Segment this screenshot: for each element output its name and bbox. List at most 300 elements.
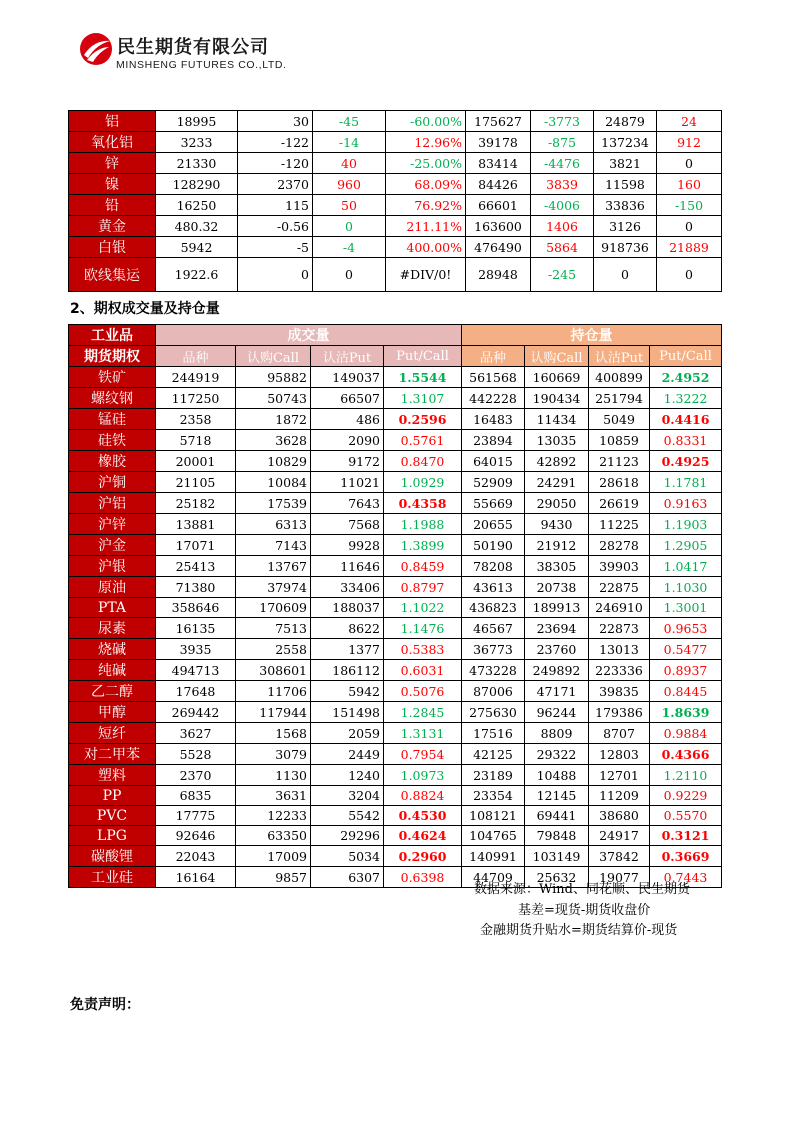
variety-name: 黄金 <box>69 216 156 237</box>
table-cell: 211.11% <box>386 216 466 237</box>
table-cell: 7568 <box>311 514 384 535</box>
put-call-ratio: 1.3899 <box>384 535 462 556</box>
table-cell: 186112 <box>311 660 384 681</box>
table-cell: 6307 <box>311 867 384 888</box>
table-cell: 23694 <box>525 618 589 639</box>
table-cell: 140991 <box>462 846 525 867</box>
note-premium: 金融期货升贴水=期货结算价-现货 <box>480 923 678 938</box>
put-call-ratio: 1.5544 <box>384 367 462 388</box>
header-category: 工业品 <box>69 325 156 346</box>
column-header: 认沽Put <box>589 346 650 367</box>
table-cell: 2449 <box>311 744 384 765</box>
table-row <box>69 702 722 723</box>
table-cell: 83414 <box>466 153 531 174</box>
table-cell: 28278 <box>589 535 650 556</box>
table-cell: 24291 <box>525 472 589 493</box>
variety-name: 白银 <box>69 237 156 258</box>
table-cell: 473228 <box>462 660 525 681</box>
table-row <box>69 846 722 867</box>
table-cell: 29050 <box>525 493 589 514</box>
variety-name: 镍 <box>69 174 156 195</box>
table-cell: 6313 <box>236 514 311 535</box>
table-cell: 10859 <box>589 430 650 451</box>
table-cell: 22043 <box>156 846 236 867</box>
table-cell: 24917 <box>589 826 650 846</box>
header-category-sub: 期货期权 <box>69 346 156 367</box>
variety-name: PP <box>69 786 156 806</box>
table-cell: 17648 <box>156 681 236 702</box>
table-cell: 436823 <box>462 598 525 618</box>
table-cell: 9928 <box>311 535 384 556</box>
table-cell: 151498 <box>311 702 384 723</box>
put-call-ratio: 1.1476 <box>384 618 462 639</box>
table-cell: 76.92% <box>386 195 466 216</box>
variety-name: 橡胶 <box>69 451 156 472</box>
put-call-ratio: 0.9653 <box>650 618 722 639</box>
table-row <box>69 618 722 639</box>
variety-name: 工业硅 <box>69 867 156 888</box>
table-cell: 190434 <box>525 388 589 409</box>
table-row <box>69 258 722 292</box>
column-header: Put/Call <box>650 346 722 367</box>
note-source: 数据来源：Wind、同花顺、民生期货 <box>474 882 690 897</box>
table-cell: 480.32 <box>156 216 238 237</box>
put-call-ratio: 0.5570 <box>650 806 722 826</box>
put-call-ratio: 0.5477 <box>650 639 722 660</box>
table-cell: 918736 <box>594 237 657 258</box>
table-cell: 21123 <box>589 451 650 472</box>
put-call-ratio: 1.0417 <box>650 556 722 577</box>
table-cell: 39178 <box>466 132 531 153</box>
table-cell: 38680 <box>589 806 650 826</box>
variety-name: PVC <box>69 806 156 826</box>
put-call-ratio: 0.6398 <box>384 867 462 888</box>
source-notes <box>460 880 720 942</box>
put-call-ratio: 0.8824 <box>384 786 462 806</box>
table-cell: 5942 <box>156 237 238 258</box>
variety-name: 塑料 <box>69 765 156 786</box>
table-cell: 25632 <box>525 867 589 888</box>
table-row <box>69 639 722 660</box>
put-call-ratio: 1.0929 <box>384 472 462 493</box>
table-cell: 251794 <box>589 388 650 409</box>
table-cell: 25413 <box>156 556 236 577</box>
table-row <box>69 723 722 744</box>
put-call-ratio: 0.8937 <box>650 660 722 681</box>
table-row <box>69 660 722 681</box>
table-cell: 486 <box>311 409 384 430</box>
put-call-ratio: 0.4416 <box>650 409 722 430</box>
table-cell: 28948 <box>466 258 531 292</box>
table-row <box>69 195 722 216</box>
table-cell: -4 <box>313 237 386 258</box>
table-cell: 0 <box>313 258 386 292</box>
table-cell: 30 <box>238 111 313 132</box>
put-call-ratio: 0.5761 <box>384 430 462 451</box>
table-cell: 18995 <box>156 111 238 132</box>
table-cell: 17071 <box>156 535 236 556</box>
table-row <box>69 786 722 806</box>
variety-name: 沪铝 <box>69 493 156 514</box>
put-call-ratio: 1.3001 <box>650 598 722 618</box>
put-call-ratio: 1.1988 <box>384 514 462 535</box>
company-logo-icon <box>79 32 113 66</box>
variety-name: 烧碱 <box>69 639 156 660</box>
table-cell: 115 <box>238 195 313 216</box>
table-cell: 128290 <box>156 174 238 195</box>
table-cell: 12803 <box>589 744 650 765</box>
disclaimer-title: 免责声明： <box>70 997 140 1013</box>
put-call-ratio: 1.2845 <box>384 702 462 723</box>
table-cell: 3628 <box>236 430 311 451</box>
table-cell: 11706 <box>236 681 311 702</box>
table-cell: 36773 <box>462 639 525 660</box>
table-cell: 23189 <box>462 765 525 786</box>
table-cell: 1568 <box>236 723 311 744</box>
variety-name: 沪银 <box>69 556 156 577</box>
table-cell: 17516 <box>462 723 525 744</box>
table-cell: 11021 <box>311 472 384 493</box>
table-row <box>69 216 722 237</box>
table-cell: 10084 <box>236 472 311 493</box>
table-cell: 494713 <box>156 660 236 681</box>
table-cell: 3233 <box>156 132 238 153</box>
table-cell: 79848 <box>525 826 589 846</box>
table-cell: 9857 <box>236 867 311 888</box>
variety-name: 锌 <box>69 153 156 174</box>
table-cell: 2370 <box>156 765 236 786</box>
table-cell: 912 <box>657 132 722 153</box>
table-cell: 9430 <box>525 514 589 535</box>
table-cell: 11598 <box>594 174 657 195</box>
options-table <box>68 324 722 888</box>
table-cell: 37842 <box>589 846 650 867</box>
table-cell: 3079 <box>236 744 311 765</box>
table-row <box>69 535 722 556</box>
table-cell: -25.00% <box>386 153 466 174</box>
table-cell: 269442 <box>156 702 236 723</box>
table-cell: 12145 <box>525 786 589 806</box>
table-cell: 5942 <box>311 681 384 702</box>
table-cell: 12233 <box>236 806 311 826</box>
put-call-ratio: 0.4624 <box>384 826 462 846</box>
table-cell: 23760 <box>525 639 589 660</box>
table-cell: 149037 <box>311 367 384 388</box>
table-cell: 5528 <box>156 744 236 765</box>
table-cell: 39903 <box>589 556 650 577</box>
table-cell: 66507 <box>311 388 384 409</box>
header-volume: 成交量 <box>156 325 462 346</box>
table-cell: 39835 <box>589 681 650 702</box>
table-cell: 37974 <box>236 577 311 598</box>
table-cell: 1406 <box>531 216 594 237</box>
table-cell: 223336 <box>589 660 650 681</box>
put-call-ratio: 0.7954 <box>384 744 462 765</box>
table-cell: 19077 <box>589 867 650 888</box>
table-cell: -5 <box>238 237 313 258</box>
table-cell: 244919 <box>156 367 236 388</box>
table-cell: 10488 <box>525 765 589 786</box>
column-header: 认购Call <box>236 346 311 367</box>
table-cell: 21105 <box>156 472 236 493</box>
put-call-ratio: 1.1022 <box>384 598 462 618</box>
table-cell: 249892 <box>525 660 589 681</box>
column-header: 认沽Put <box>311 346 384 367</box>
table-cell: 29322 <box>525 744 589 765</box>
variety-name: 甲醇 <box>69 702 156 723</box>
put-call-ratio: 1.8639 <box>650 702 722 723</box>
table-cell: 25182 <box>156 493 236 514</box>
variety-name: LPG <box>69 826 156 846</box>
table-cell: 5542 <box>311 806 384 826</box>
table-row <box>69 388 722 409</box>
variety-name: 碳酸锂 <box>69 846 156 867</box>
table-cell: 21912 <box>525 535 589 556</box>
table-cell: 52909 <box>462 472 525 493</box>
table-cell: 66601 <box>466 195 531 216</box>
table-cell: 104765 <box>462 826 525 846</box>
table-cell: 308601 <box>236 660 311 681</box>
table-cell: 43613 <box>462 577 525 598</box>
table-cell: 1240 <box>311 765 384 786</box>
put-call-ratio: 0.8459 <box>384 556 462 577</box>
table-cell: -122 <box>238 132 313 153</box>
put-call-ratio: 1.3131 <box>384 723 462 744</box>
table-cell: 188037 <box>311 598 384 618</box>
futures-table <box>68 110 722 292</box>
table-cell: 11209 <box>589 786 650 806</box>
table-cell: 400899 <box>589 367 650 388</box>
company-name-en: MINSHENG FUTURES CO.,LTD. <box>116 59 287 71</box>
column-header: 品种 <box>462 346 525 367</box>
table-cell: 95882 <box>236 367 311 388</box>
table-row <box>69 430 722 451</box>
table-cell: 0 <box>594 258 657 292</box>
table-cell: 12.96% <box>386 132 466 153</box>
put-call-ratio: 0.2596 <box>384 409 462 430</box>
table-cell: 2370 <box>238 174 313 195</box>
table-cell: 40 <box>313 153 386 174</box>
variety-name: 铅 <box>69 195 156 216</box>
table-row <box>69 556 722 577</box>
variety-name: 乙二醇 <box>69 681 156 702</box>
table-row <box>69 111 722 132</box>
table-row <box>69 409 722 430</box>
put-call-ratio: 1.2905 <box>650 535 722 556</box>
table-cell: 7513 <box>236 618 311 639</box>
put-call-ratio: 0.5383 <box>384 639 462 660</box>
table-cell: 476490 <box>466 237 531 258</box>
table-cell: 8809 <box>525 723 589 744</box>
table-cell: 1922.6 <box>156 258 238 292</box>
table-cell: 2059 <box>311 723 384 744</box>
table-cell: 22873 <box>589 618 650 639</box>
table-cell: 21889 <box>657 237 722 258</box>
table-cell: 20001 <box>156 451 236 472</box>
table-cell: 108121 <box>462 806 525 826</box>
table-cell: -4006 <box>531 195 594 216</box>
table-cell: -45 <box>313 111 386 132</box>
put-call-ratio: 0.8331 <box>650 430 722 451</box>
table-cell: 38305 <box>525 556 589 577</box>
table-cell: 0 <box>313 216 386 237</box>
table-cell: 16250 <box>156 195 238 216</box>
table-cell: 78208 <box>462 556 525 577</box>
table-cell: 0 <box>657 216 722 237</box>
table-cell: 400.00% <box>386 237 466 258</box>
subheader-row <box>69 346 722 367</box>
variety-name: 铝 <box>69 111 156 132</box>
table-cell: 26619 <box>589 493 650 514</box>
table-cell: 175627 <box>466 111 531 132</box>
table-row <box>69 598 722 618</box>
table-cell: 47171 <box>525 681 589 702</box>
table-cell: 1872 <box>236 409 311 430</box>
table-cell: 44709 <box>462 867 525 888</box>
table-row <box>69 744 722 765</box>
table-cell: 28618 <box>589 472 650 493</box>
put-call-ratio: 1.3222 <box>650 388 722 409</box>
put-call-ratio: 1.1030 <box>650 577 722 598</box>
table-cell: 92646 <box>156 826 236 846</box>
variety-name: 氧化铝 <box>69 132 156 153</box>
variety-name: 欧线集运 <box>69 258 156 292</box>
table-cell: 561568 <box>462 367 525 388</box>
table-cell: 5718 <box>156 430 236 451</box>
put-call-ratio: 0.4366 <box>650 744 722 765</box>
table-cell: 2558 <box>236 639 311 660</box>
table-cell: 13035 <box>525 430 589 451</box>
put-call-ratio: 1.1903 <box>650 514 722 535</box>
table-cell: 9172 <box>311 451 384 472</box>
table-row <box>69 826 722 846</box>
table-cell: 13767 <box>236 556 311 577</box>
table-cell: 117250 <box>156 388 236 409</box>
table-cell: -14 <box>313 132 386 153</box>
table-cell: 160669 <box>525 367 589 388</box>
table-row <box>69 765 722 786</box>
table-cell: 163600 <box>466 216 531 237</box>
put-call-ratio: 1.2110 <box>650 765 722 786</box>
table-row <box>69 153 722 174</box>
variety-name: 原油 <box>69 577 156 598</box>
table-row <box>69 367 722 388</box>
table-cell: 3631 <box>236 786 311 806</box>
table-cell: 179386 <box>589 702 650 723</box>
table-cell: 96244 <box>525 702 589 723</box>
table-cell: 12701 <box>589 765 650 786</box>
put-call-ratio: 0.4925 <box>650 451 722 472</box>
table-cell: 22875 <box>589 577 650 598</box>
table-row <box>69 681 722 702</box>
table-cell: 275630 <box>462 702 525 723</box>
put-call-ratio: 0.3121 <box>650 826 722 846</box>
table-cell: 46567 <box>462 618 525 639</box>
table-cell: 11646 <box>311 556 384 577</box>
put-call-ratio: 0.9884 <box>650 723 722 744</box>
header-open-interest: 持仓量 <box>462 325 722 346</box>
column-header: Put/Call <box>384 346 462 367</box>
table-row <box>69 577 722 598</box>
put-call-ratio: 1.0973 <box>384 765 462 786</box>
table-cell: 29296 <box>311 826 384 846</box>
table-cell: 10829 <box>236 451 311 472</box>
table-cell: 7143 <box>236 535 311 556</box>
table-cell: 5864 <box>531 237 594 258</box>
table-row <box>69 806 722 826</box>
table-cell: 71380 <box>156 577 236 598</box>
table-cell: 17775 <box>156 806 236 826</box>
put-call-ratio: 2.4952 <box>650 367 722 388</box>
table-cell: 137234 <box>594 132 657 153</box>
table-cell: 0 <box>657 258 722 292</box>
table-cell: 1377 <box>311 639 384 660</box>
column-header: 认购Call <box>525 346 589 367</box>
table-cell: 23894 <box>462 430 525 451</box>
header-row <box>69 325 722 346</box>
table-cell: 13013 <box>589 639 650 660</box>
table-cell: 69441 <box>525 806 589 826</box>
put-call-ratio: 0.5076 <box>384 681 462 702</box>
table-cell: 24 <box>657 111 722 132</box>
table-cell: -60.00% <box>386 111 466 132</box>
variety-name: 沪铜 <box>69 472 156 493</box>
table-cell: -120 <box>238 153 313 174</box>
variety-name: 短纤 <box>69 723 156 744</box>
put-call-ratio: 1.1781 <box>650 472 722 493</box>
table-cell: 11434 <box>525 409 589 430</box>
table-cell: -0.56 <box>238 216 313 237</box>
table-cell: 6835 <box>156 786 236 806</box>
table-cell: 42892 <box>525 451 589 472</box>
variety-name: 铁矿 <box>69 367 156 388</box>
table-cell: 2090 <box>311 430 384 451</box>
variety-name: 沪锌 <box>69 514 156 535</box>
table-cell: 3839 <box>531 174 594 195</box>
table-cell: 20655 <box>462 514 525 535</box>
table-cell: -4476 <box>531 153 594 174</box>
table-cell: 189913 <box>525 598 589 618</box>
put-call-ratio: 0.3669 <box>650 846 722 867</box>
put-call-ratio: 0.8797 <box>384 577 462 598</box>
table-cell: 21330 <box>156 153 238 174</box>
table-cell: 442228 <box>462 388 525 409</box>
table-cell: 16135 <box>156 618 236 639</box>
table-cell: 7643 <box>311 493 384 514</box>
table-cell: 16164 <box>156 867 236 888</box>
put-call-ratio: 0.9229 <box>650 786 722 806</box>
table-cell: 170609 <box>236 598 311 618</box>
table-row <box>69 493 722 514</box>
table-row <box>69 472 722 493</box>
table-cell: 3126 <box>594 216 657 237</box>
table-cell: 50 <box>313 195 386 216</box>
put-call-ratio: 0.9163 <box>650 493 722 514</box>
table-cell: 358646 <box>156 598 236 618</box>
table-cell: 16483 <box>462 409 525 430</box>
variety-name: 纯碱 <box>69 660 156 681</box>
put-call-ratio: 1.3107 <box>384 388 462 409</box>
table-cell: 103149 <box>525 846 589 867</box>
table-cell: 33406 <box>311 577 384 598</box>
variety-name: 对二甲苯 <box>69 744 156 765</box>
table-cell: 24879 <box>594 111 657 132</box>
table-cell: 17009 <box>236 846 311 867</box>
table-cell: 20738 <box>525 577 589 598</box>
column-header: 品种 <box>156 346 236 367</box>
put-call-ratio: 0.8445 <box>650 681 722 702</box>
table-row <box>69 174 722 195</box>
